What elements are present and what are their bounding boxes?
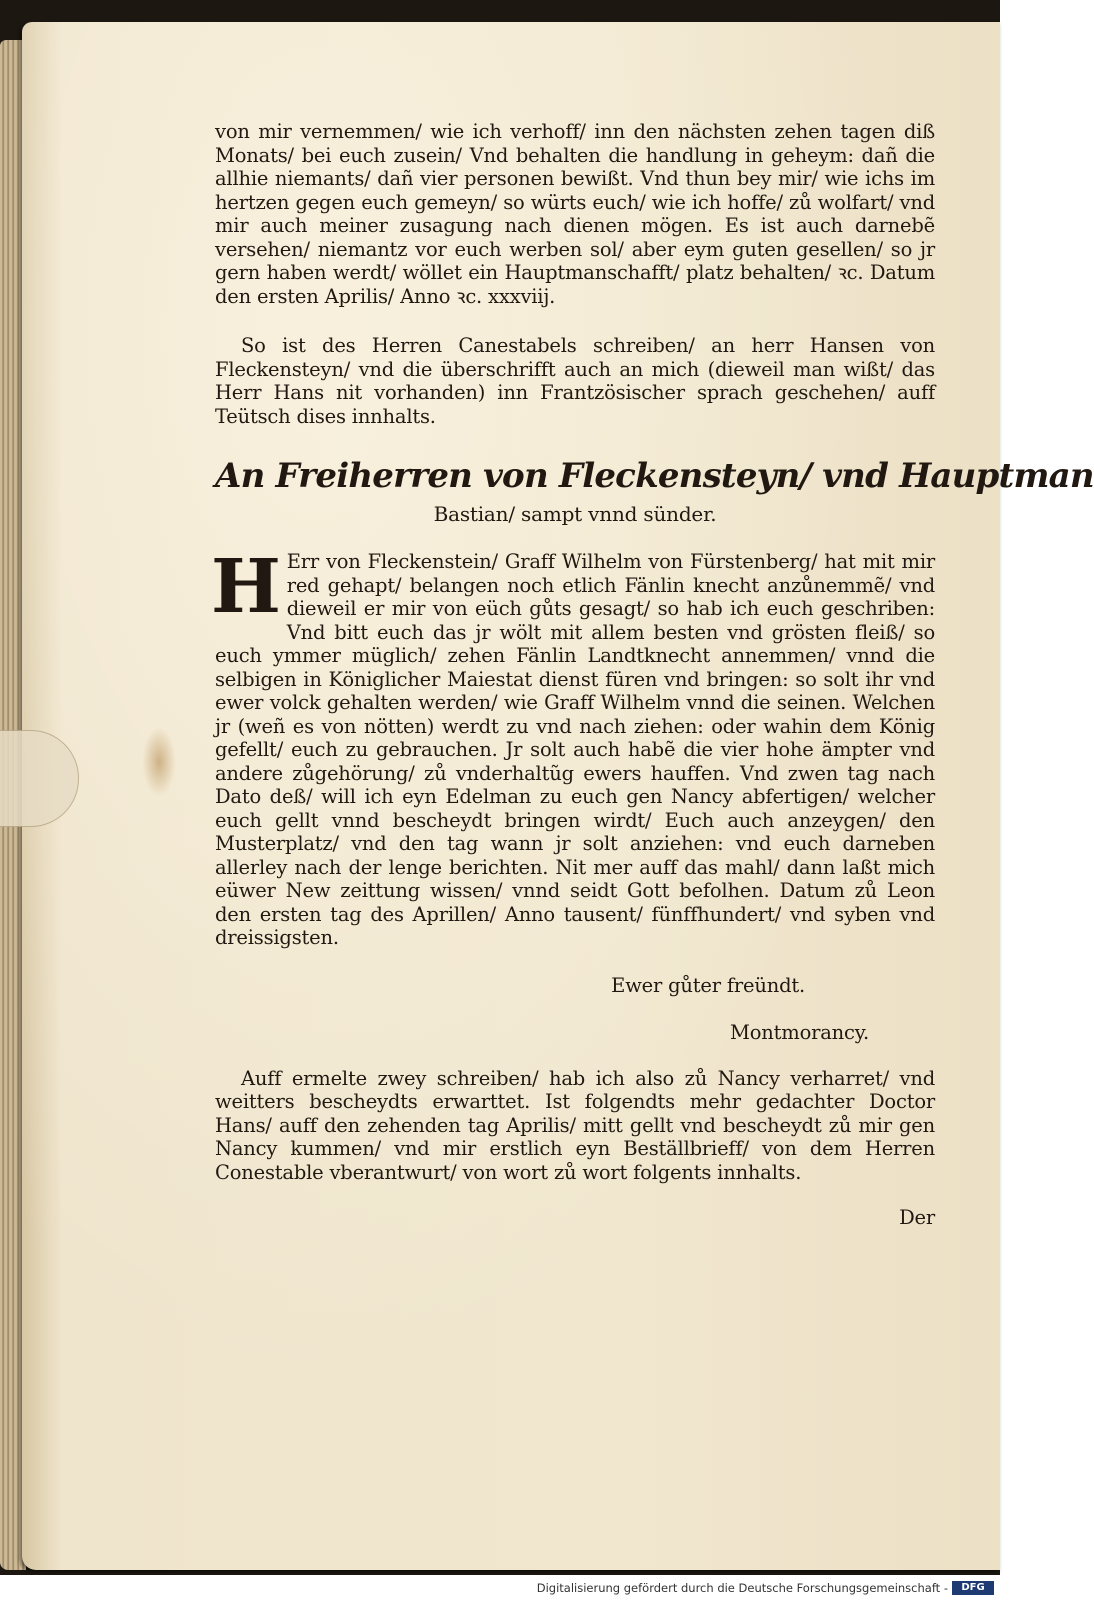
letter-body xyxy=(211,544,935,950)
letter-subheading: Bastian/ sampt vnnd sünder. xyxy=(433,502,717,526)
letter-greeting: Ewer gůter freündt. xyxy=(611,973,805,997)
letter-signature: Montmorancy. xyxy=(730,1021,869,1044)
paragraph-3: Auff ermelte zwey schreiben/ hab ich also zů Nancy verharret/ vnd weitters bescheydts erwarttet. Ist folgendts mehr gedachter Doctor Hans/ auff den zehenden tag Aprilis/ mitt gellt vnd bescheydt zů mir gen Nancy kummen/ vnd mir erstlich eyn Beställbrieff/ von dem Herren Conestable vberantwurt/ von wort zů wort folgents innhalts. xyxy=(215,1066,935,1184)
paper-stain xyxy=(142,727,176,797)
letter-text: Err von Fleckenstein/ Graff Wilhelm von Fürstenberg/ hat mit mir red gehapt/ belangen noch etlich Fänlin knecht anzůnemmẽ/ vnd dieweil er mir von eüch gůts gesagt/ so hab ich euch geschriben: Vnd bitt euch das jr wölt mit allem besten vnd grösten fleiß/ so euch ymmer müglich/ zehen Fänlin Landtknecht annemmen/ vnnd die selbigen in Königlicher Maiestat dienst füren vnd bringen: so solt ihr vnd ewer volck gehalten werden/ wie Graff Wilhelm vnnd die seinen. Welchen jr (weñ es von nötten) werdt zu vnd nach ziehen: oder wahin dem König gefellt/ euch zu gebrauchen. Jr solt auch habẽ die vier hohe ämpter vnd andere zůgehörung/ zů vnderhaltũg ewers hauffen. Vnd zwen tag nach Dato deß/ will ich eyn Edelman zu euch gen Nancy abfertigen/ welcher euch gellt vnnd bescheydt bringen wirdt/ Euch auch anzeygen/ den Musterplatz/ vnd den tag wann jr solt anziehen: vnd euch darneben allerley nach der lenge berichten. Nit mer auff das mahl/ dann laßt mich eüwer New zeittung wissen/ vnnd seidt Gott befolhen. Datum zů Leon den ersten tag des Aprillen/ Anno tausent/ fünffhundert/ vnd syben vnd dreissigsten. xyxy=(215,550,935,949)
paragraph-2: So ist des Herren Canestabels schreiben/ an herr Hansen von Fleckensteyn/ vnd die überschrifft auch an mich (dieweil man wißt/ das Herr Hans nit vorhanden) inn Frantzösischer sprach geschehen/ auff Teütsch dises innhalts. xyxy=(215,334,935,428)
page-text xyxy=(211,120,1094,1230)
dfg-logo: DFG xyxy=(952,1581,994,1595)
paragraph-1: von mir vernemmen/ wie ich verhoff/ inn den nächsten zehen tagen diß Monats/ bei euch zusein/ Vnd behalten die handlung in geheym: dañ die allhie niemants/ dañ vier personen bewißt. Vnd thun bey mir/ wie ichs im hertzen gegen euch gemeyn/ so würts euch/ wie ich hoffe/ zů wolfart/ vnd mir auch meiner zusagung nach dienen mögen. Es ist auch darnebẽ versehen/ niemantz vor euch werben sol/ aber eym guten gesellen/ so jr gern haben werdt/ wöllet ein Hauptmanschafft/ platz behalten/ ꝛc. Datum den ersten Aprilis/ Anno ꝛc. xxxviij. xyxy=(215,120,935,308)
footer-text: Digitalisierung gefördert durch die Deutsche Forschungsgemeinschaft - xyxy=(536,1581,948,1595)
drop-initial: H xyxy=(211,544,281,630)
catchword: Der xyxy=(899,1206,935,1229)
letter-heading: An Freiherren von Fleckensteyn/ vnd Hauptman xyxy=(215,456,1094,496)
footer-bar xyxy=(0,1575,1000,1601)
